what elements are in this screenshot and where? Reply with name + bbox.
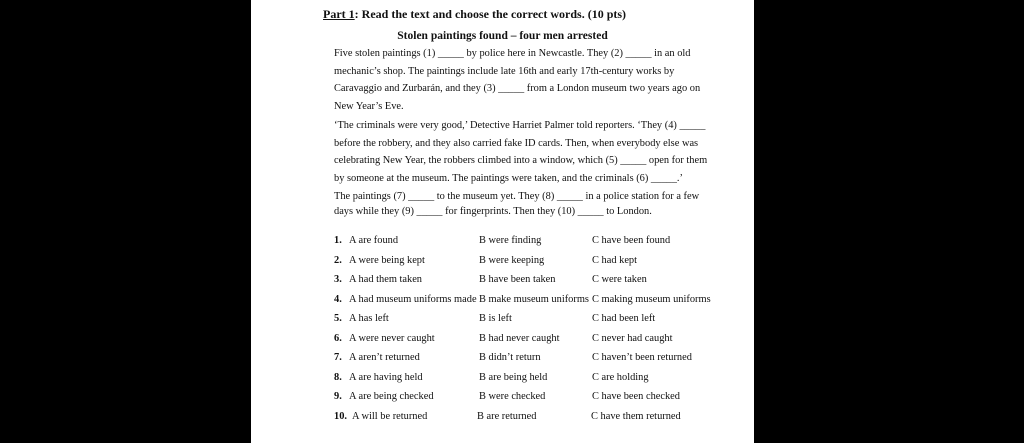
option-b: B were finding [479,235,542,246]
question-number: 4. [334,293,342,305]
option-a: A were being kept [349,254,425,266]
option-c: C were taken [592,274,647,285]
option-b: B didn’t return [479,352,541,363]
option-a: A are having held [349,371,423,383]
passage-line: mechanic’s shop. The paintings include late 16th and early 17th-century works by [334,65,675,77]
passage-line: days while they (9) _____ for fingerprints. Then they (10) _____ to London. [334,206,652,217]
article-title: Stolen paintings found – four men arrested [397,30,608,42]
question-row [334,231,734,251]
question-row [334,290,734,310]
question-number: 3. [334,274,342,285]
question-number: 1. [334,235,342,246]
option-c: C making museum uniforms [592,293,711,305]
option-c: C have been checked [592,391,680,402]
option-b: B have been taken [479,274,556,285]
question-number: 5. [334,313,342,324]
passage-line: celebrating New Year, the robbers climbed into a window, which (5) _____ open for them [334,155,708,166]
passage-line: The paintings (7) _____ to the museum yet. They (8) _____ in a police station for a few [334,191,700,202]
option-a: A had them taken [349,274,423,285]
passage-paragraph-2 [334,117,706,187]
option-c: C are holding [592,371,649,383]
question-number: 8. [334,371,342,383]
option-a: A are being checked [349,391,434,402]
option-b: B is left [479,313,512,324]
option-c: C haven’t been returned [592,352,692,363]
question-number: 6. [334,332,342,344]
option-b: B make museum uniforms [479,293,589,305]
question-row [334,270,734,290]
worksheet-page [251,0,754,443]
question-number: 2. [334,254,342,266]
passage-paragraph-1 [334,45,706,115]
option-a: A aren’t returned [349,352,420,363]
option-a: A had museum uniforms made [349,293,477,305]
passage-line: Caravaggio and Zurbarán, and they (3) _____ from a London museum two years ago on [334,83,701,94]
option-a: A are found [349,235,399,246]
option-a: A were never caught [349,332,435,344]
question-row [334,309,734,329]
option-b: B had never caught [479,332,560,344]
passage-paragraph-3 [334,189,706,219]
question-number: 7. [334,352,342,363]
question-row [334,329,734,349]
part-instruction: : Read the text and choose the correct words. (10 pts) [354,7,627,21]
option-c: C had been left [592,313,656,324]
question-row [334,251,734,271]
part-heading [323,7,626,22]
option-a: A has left [349,313,389,324]
part-label: Part 1 [323,7,355,21]
option-b: B are returned [477,410,537,422]
passage-line: before the robbery, and they also carried fake ID cards. Then, when everybody else was [334,137,699,149]
option-a: A will be returned [352,410,428,422]
option-b: B are being held [479,371,548,383]
question-number: 10. [334,410,347,422]
question-row [334,348,734,368]
option-c: C never had caught [592,332,673,344]
question-row [334,368,734,388]
option-c: C have them returned [591,410,681,422]
question-row [334,407,734,427]
option-b: B were checked [479,391,546,402]
passage-line: ‘The criminals were very good,’ Detective Harriet Palmer told reporters. ‘They (4) _____ [334,120,706,131]
passage-line: Five stolen paintings (1) _____ by police here in Newcastle. They (2) _____ in an old [334,48,691,59]
option-b: B were keeping [479,254,545,266]
option-c: C had kept [592,254,638,266]
question-number: 9. [334,391,342,402]
passage-line: New Year’s Eve. [334,100,404,112]
question-row [334,387,734,407]
option-c: C have been found [592,235,671,246]
passage-line: by someone at the museum. The paintings were taken, and the criminals (6) _____.’ [334,172,683,184]
